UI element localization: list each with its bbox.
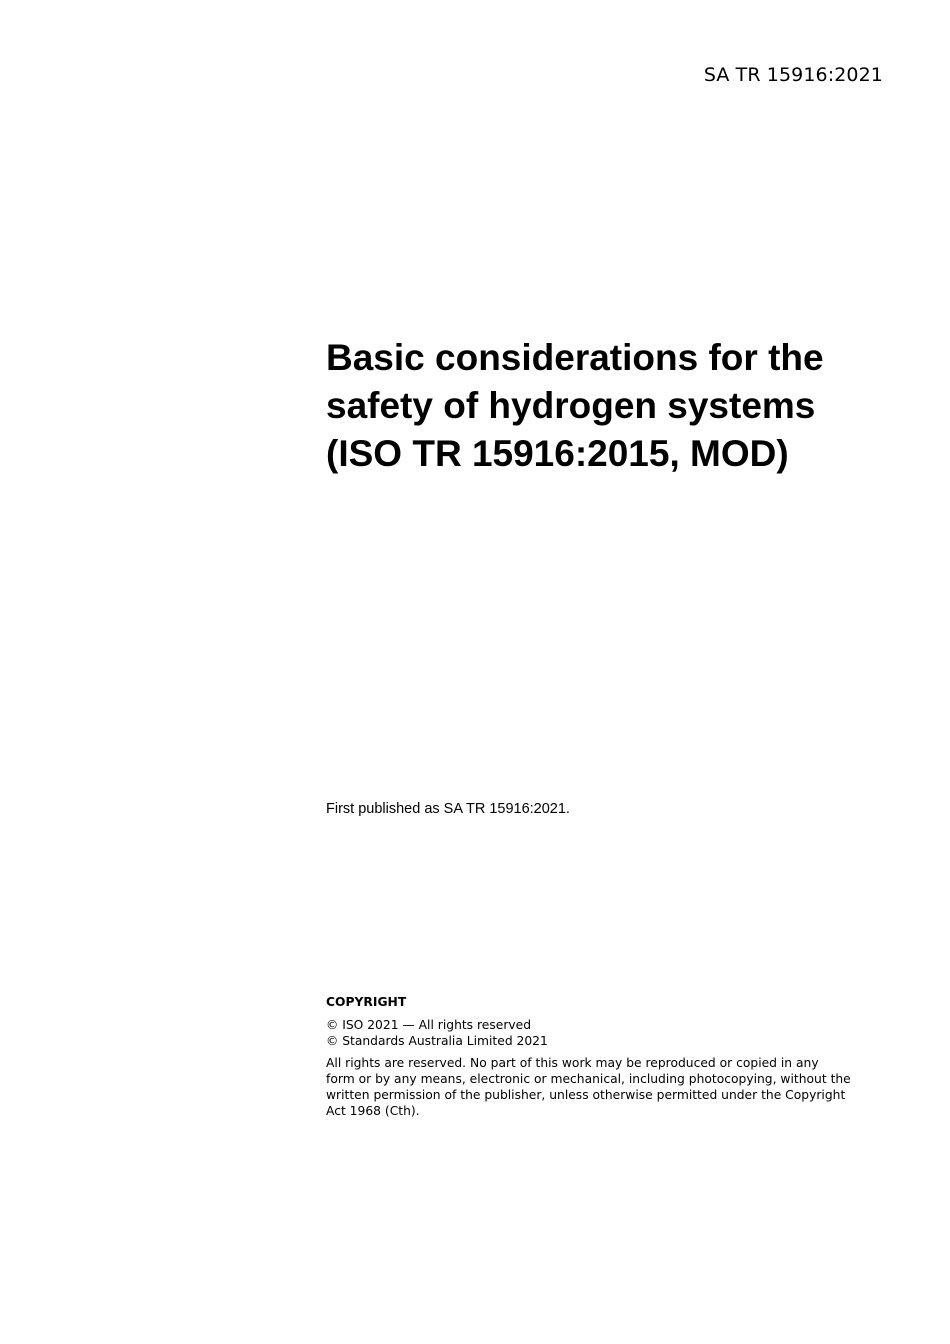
title-line: safety of hydrogen systems (326, 385, 816, 426)
document-id: SA TR 15916:2021 (703, 64, 883, 86)
title-line: (ISO TR 15916:2015, MOD) (326, 433, 789, 474)
copyright-heading: COPYRIGHT (326, 995, 407, 1009)
document-title (326, 334, 906, 478)
copyright-statement-line: written permission of the publisher, unless otherwise permitted under the Copyright (326, 1088, 846, 1102)
copyright-section (326, 994, 866, 1119)
copyright-statement-line: form or by any means, electronic or mechanical, including photocopying, without the (326, 1072, 851, 1086)
copyright-statement (326, 1055, 866, 1119)
copyright-notice: © ISO 2021 — All rights reserved (326, 1018, 532, 1032)
title-line: Basic considerations for the (326, 337, 824, 378)
first-published-note: First published as SA TR 15916:2021. (326, 801, 570, 817)
copyright-statement-line: All rights are reserved. No part of this work may be reproduced or copied in any (326, 1056, 819, 1070)
copyright-statement-line: Act 1968 (Cth). (326, 1104, 420, 1118)
copyright-notice: © Standards Australia Limited 2021 (326, 1034, 548, 1048)
